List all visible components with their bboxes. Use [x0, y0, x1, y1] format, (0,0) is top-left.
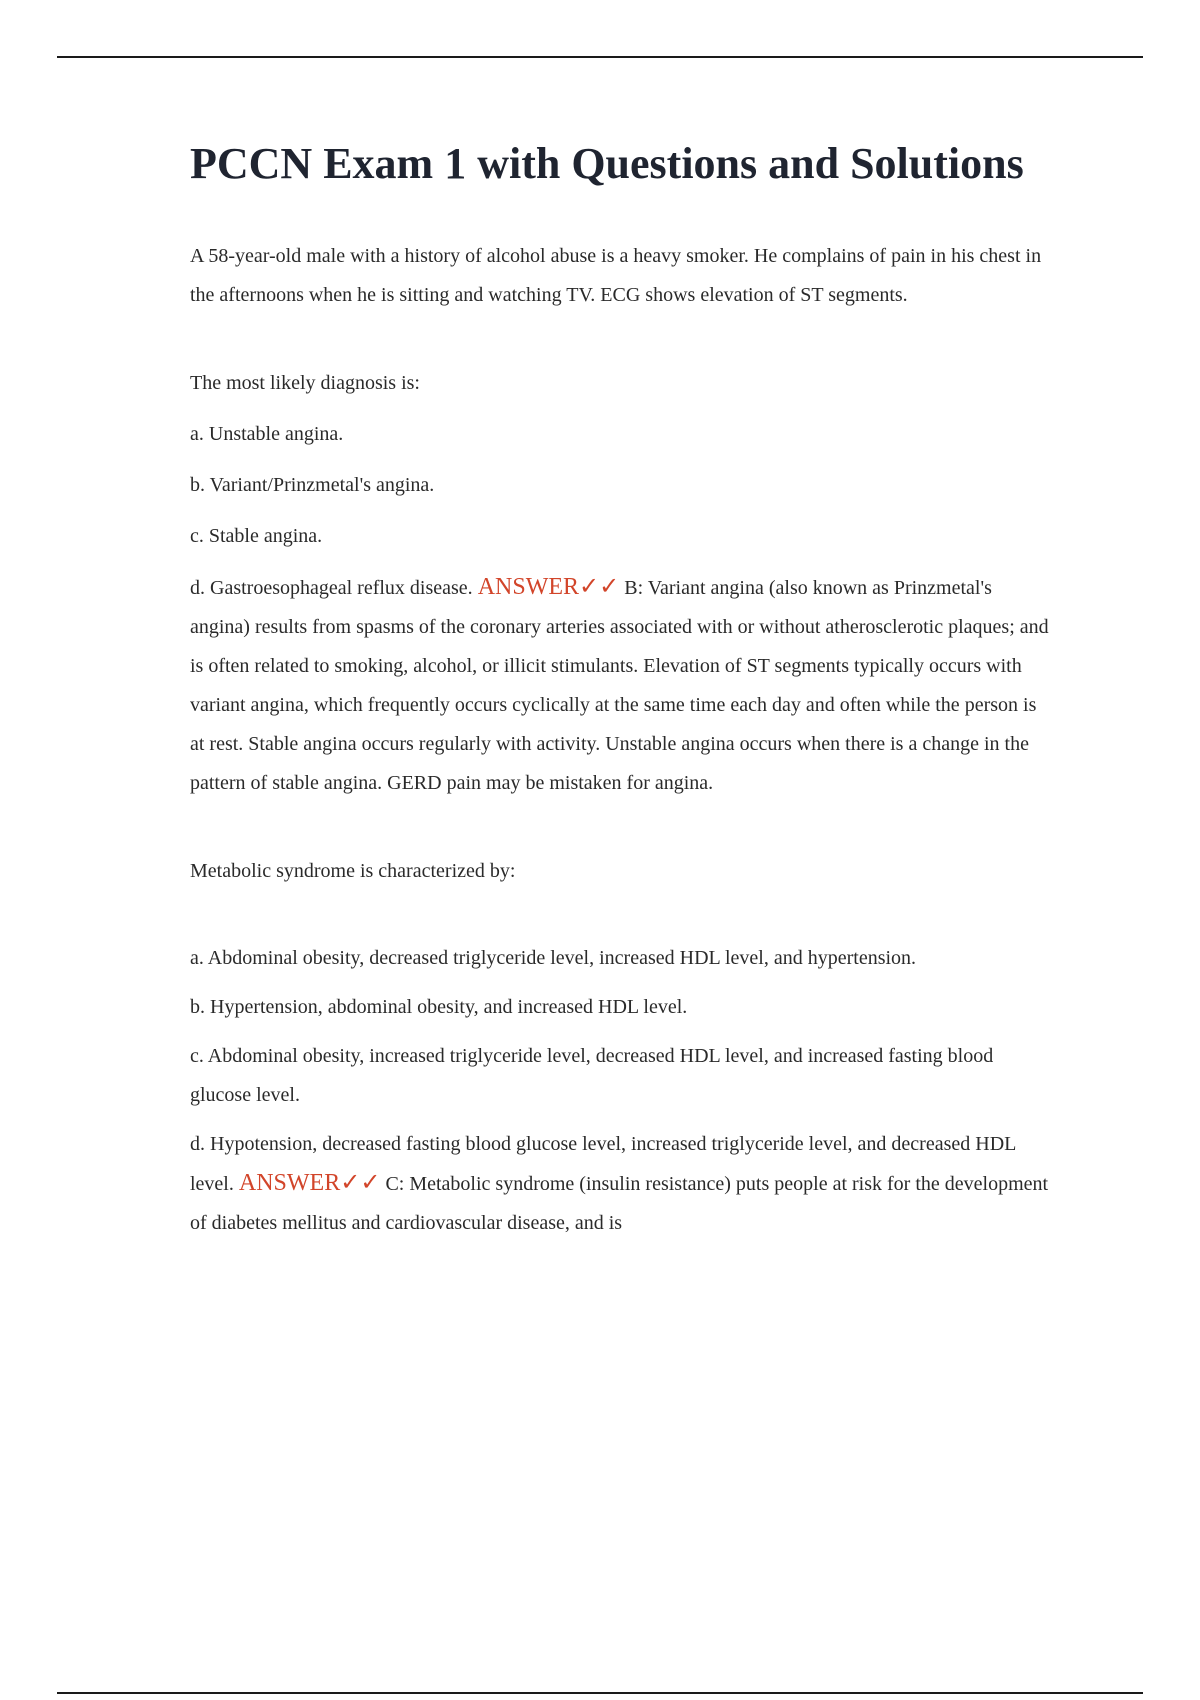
question-1-answer-text: B: Variant angina (also known as Prinzmetal's angina) results from spasms of the coronary arteries associated with or without atherosclerotic plaques; and is often related to smoking, alcohol, or illicit stimulants. Elevation of ST segments typically occurs with variant angina, which frequently occurs cyclically at the same time each day and often while the person is at rest. Stable angina occurs regularly with activity. Unstable angina occurs when there is a change in the pattern of stable angina. GERD pain may be mistaken for angina.	[190, 577, 1049, 794]
question-2-option-b: b. Hypertension, abdominal obesity, and increased HDL level.	[190, 996, 688, 1018]
question-1-option-d-with-answer	[190, 568, 1050, 803]
question-1-option-b: b. Variant/Prinzmetal's angina.	[190, 474, 435, 496]
document-body	[190, 138, 1050, 1243]
question-1	[190, 237, 1050, 803]
question-1-answer-label: ANSWER✓✓	[477, 574, 620, 600]
question-2	[190, 852, 1050, 1243]
question-1-option-d: d. Gastroesophageal reflux disease.	[190, 577, 473, 599]
bottom-rule	[57, 1692, 1143, 1694]
question-2-option-d: d. Hypotension, decreased fasting blood glucose level, increased triglyceride level, and decreased HDL level.	[190, 1133, 1016, 1195]
document-title: PCCN Exam 1 with Questions and Solutions	[190, 139, 1024, 188]
top-rule	[57, 56, 1143, 58]
question-2-option-a: a. Abdominal obesity, decreased triglyceride level, increased HDL level, and hypertension.	[190, 947, 917, 969]
question-2-answer-label: ANSWER✓✓	[238, 1170, 381, 1196]
question-1-option-c: c. Stable angina.	[190, 525, 323, 547]
question-1-stem: A 58-year-old male with a history of alcohol abuse is a heavy smoker. He complains of pain in his chest in the afternoons when he is sitting and watching TV. ECG shows elevation of ST segments.	[190, 245, 1042, 306]
question-2-answer-text: C: Metabolic syndrome (insulin resistance) puts people at risk for the development of diabetes mellitus and cardiovascular disease, and is	[190, 1173, 1049, 1234]
question-2-prompt: Metabolic syndrome is characterized by:	[190, 860, 516, 882]
question-2-option-d-with-answer	[190, 1125, 1050, 1243]
question-2-option-c: c. Abdominal obesity, increased triglyceride level, decreased HDL level, and increased fasting blood glucose level.	[190, 1045, 994, 1106]
question-1-prompt: The most likely diagnosis is:	[190, 372, 420, 394]
question-1-option-a: a. Unstable angina.	[190, 423, 344, 445]
